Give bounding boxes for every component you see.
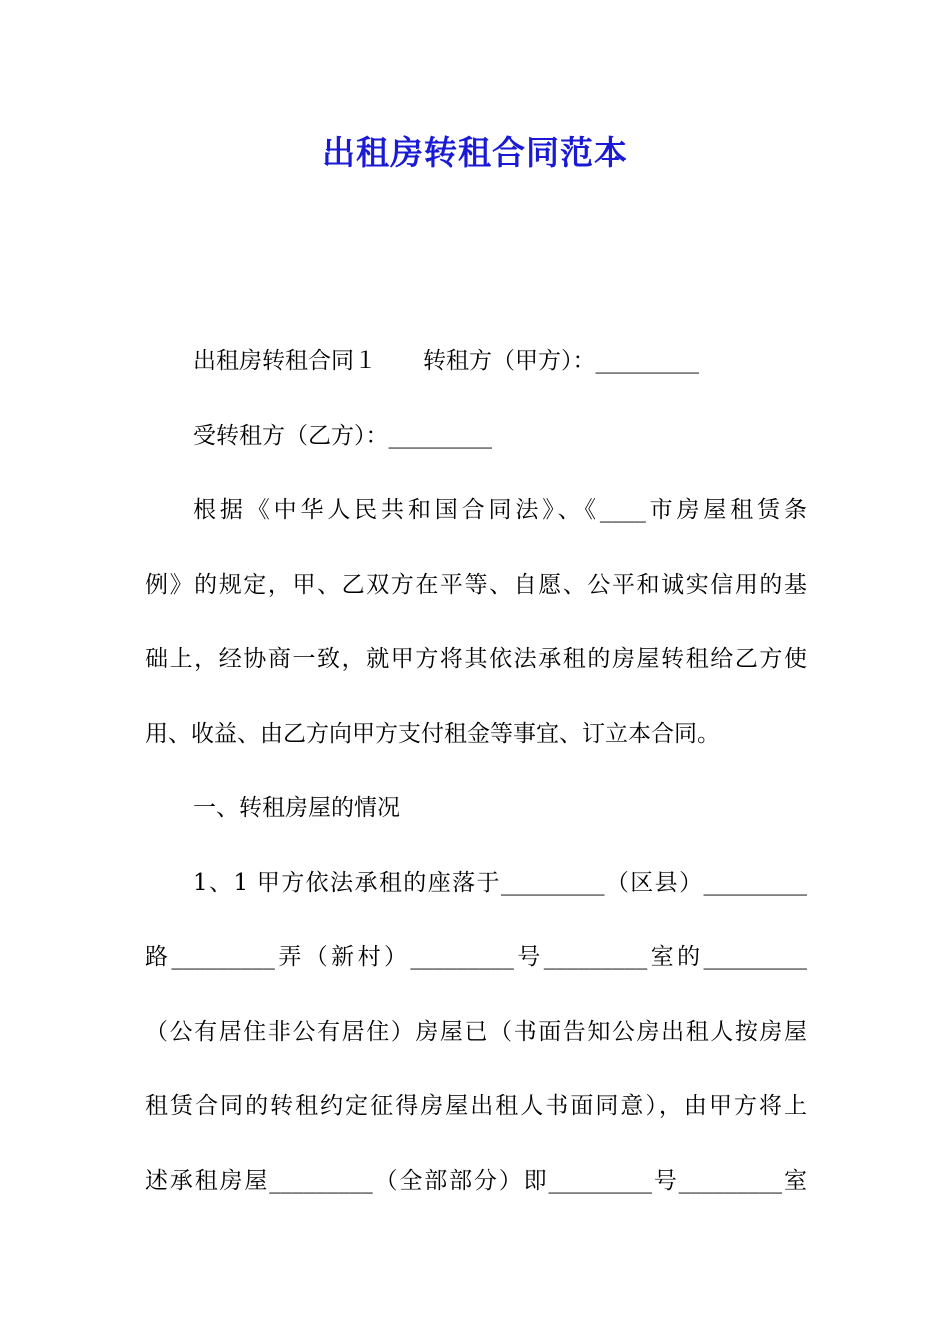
body-line-11: 租赁合同的转租约定征得房屋出租人书面同意），由甲方将上 xyxy=(145,1093,807,1119)
section-heading-1: 一、转租房屋的情况 xyxy=(193,795,400,821)
body-line-9: 路_________弄（新村）_________号_________室的_________ xyxy=(145,944,807,970)
body-line-6: 用、收益、由乙方向甲方支付租金等事宜、订立本合同。 xyxy=(145,720,720,747)
document-body xyxy=(145,324,807,1218)
body-line-2: 受转租方（乙方）：_________ xyxy=(193,422,492,449)
body-line-8: 1、1 甲方依法承租的座落于_________（区县）_________ xyxy=(193,869,807,896)
body-line-12: 述承租房屋_________（全部部分）即_________号_________室 xyxy=(145,1167,807,1194)
body-line-1: 出租房转租合同１ 转租方（甲方）：_________ xyxy=(193,348,699,374)
document-title: 出租房转租合同范本 xyxy=(322,133,628,172)
body-line-3: 根据《中华人民共和国合同法》、《____市房屋租赁条 xyxy=(193,497,807,523)
body-line-10: （公有居住非公有居住）房屋已（书面告知公房出租人按房屋 xyxy=(145,1018,807,1045)
body-line-4: 例》的规定，甲、乙双方在平等、自愿、公平和诚实信用的基 xyxy=(145,571,807,598)
body-line-5: 础上，经协商一致，就甲方将其依法承租的房屋转租给乙方使 xyxy=(145,646,807,672)
